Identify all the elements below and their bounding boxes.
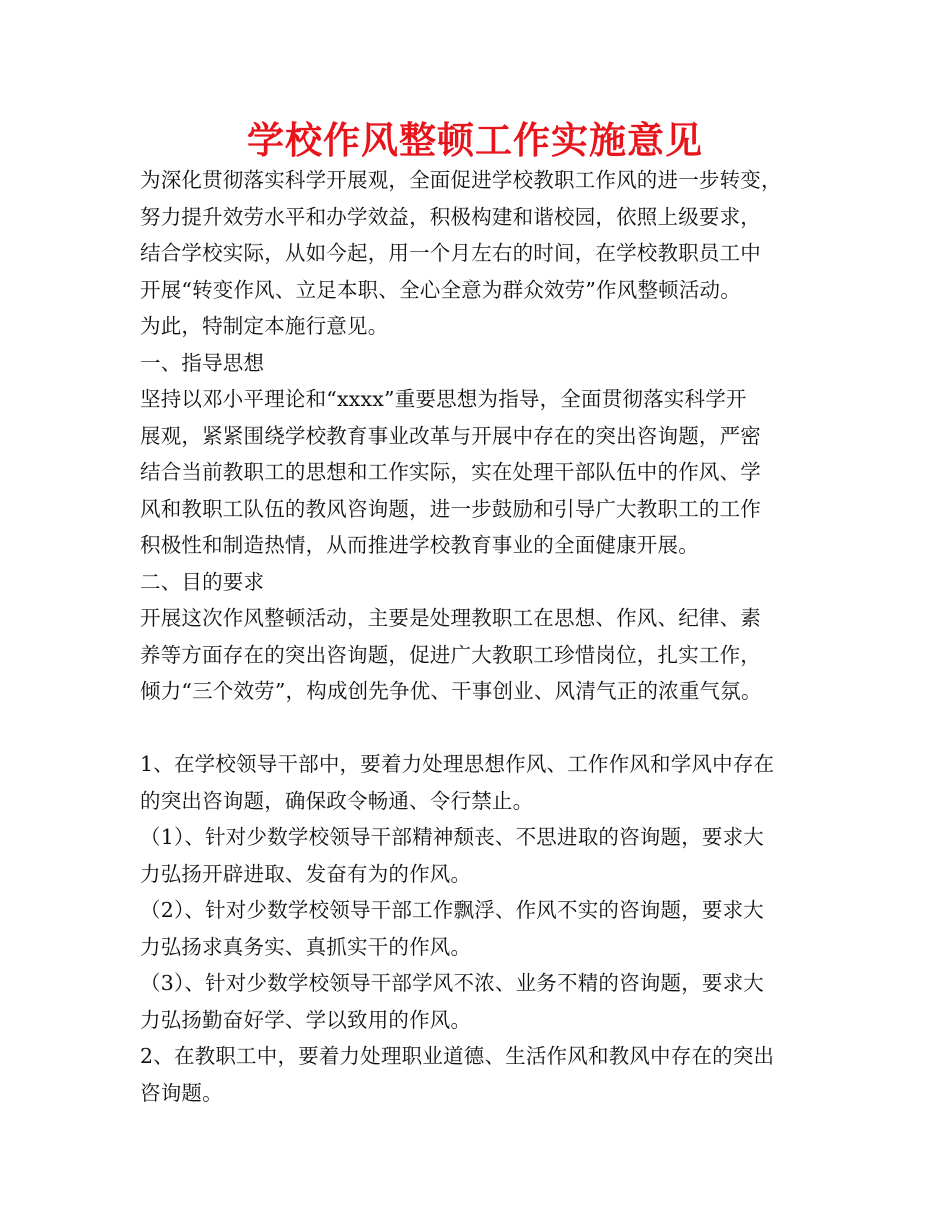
list-item: 力弘扬勤奋好学、学以致用的作风。 [140, 1007, 472, 1032]
requirements-list [140, 746, 820, 1111]
list-item: 1、在学校领导干部中，要着力处理思想作风、工作作风和学风中存在 [140, 752, 775, 776]
text-line: 养等方面存在的突出咨询题，促进广大教职工珍惜岗位，扎实工作， [140, 642, 761, 667]
text-line: 积极性和制造热情，从而推进学校教育事业的全面健康开展。 [140, 533, 699, 557]
text-line: 坚持以邓小平理论和“xxxx”重要思想为指导，全面贯彻落实科学开 [140, 387, 747, 411]
text-line: 为深化贯彻落实科学开展观，全面促进学校教职工作风的进一步转变， [140, 168, 782, 192]
section-heading-objectives: 二、目的要求 [140, 569, 265, 594]
list-item: （1）、针对少数学校领导干部精神颓丧、不思进取的咨询题，要求大 [140, 825, 764, 849]
list-item: 的突出咨询题，确保政令畅通、令行禁止。 [140, 788, 534, 813]
text-line: 展观，紧紧围绕学校教育事业改革与开展中存在的突出咨询题，严密 [140, 423, 761, 448]
list-item: （2）、针对少数学校领导干部工作飘浮、作风不实的咨询题，要求大 [140, 898, 764, 922]
section-heading-guiding-ideology: 一、指导思想 [140, 350, 265, 375]
list-item: 力弘扬求真务实、真抓实干的作风。 [140, 934, 472, 959]
text-line: 结合当前教职工的思想和工作实际，实在处理干部队伍中的作风、学 [140, 460, 761, 484]
document-body [140, 162, 820, 1111]
text-line: 开展这次作风整顿活动，主要是处理教职工在思想、作风、纪律、素 [140, 606, 761, 630]
list-item: 咨询题。 [140, 1080, 223, 1105]
list-item: 2、在教职工中，要着力处理职业道德、生活作风和教风中存在的突出 [140, 1044, 775, 1068]
text-line: 努力提升效劳水平和办学效益，积极构建和谐校园，依照上级要求， [140, 204, 761, 229]
list-item: （3）、针对少数学校领导干部学风不浓、业务不精的咨询题，要求大 [140, 971, 764, 995]
text-line: 结合学校实际，从如今起，用一个月左右的时间，在学校教职员工中 [140, 241, 761, 265]
text-line: 倾力“三个效劳”，构成创先争优、干事创业、风清气正的浓重气氛。 [140, 679, 762, 703]
text-line: 风和教职工队伍的教风咨询题，进一步鼓励和引导广大教职工的工作 [140, 496, 761, 521]
list-item: 力弘扬开辟进取、发奋有为的作风。 [140, 861, 472, 886]
guiding-ideology-paragraph [140, 381, 820, 564]
text-line: 开展“转变作风、立足本职、全心全意为群众效劳”作风整顿活动。 [140, 277, 741, 302]
blank-line [140, 710, 820, 747]
text-line: 为此，特制定本施行意见。 [140, 314, 389, 338]
intro-paragraph [140, 162, 820, 345]
objectives-paragraph [140, 600, 820, 710]
document-title: 学校作风整顿工作实施意见 [247, 119, 703, 162]
